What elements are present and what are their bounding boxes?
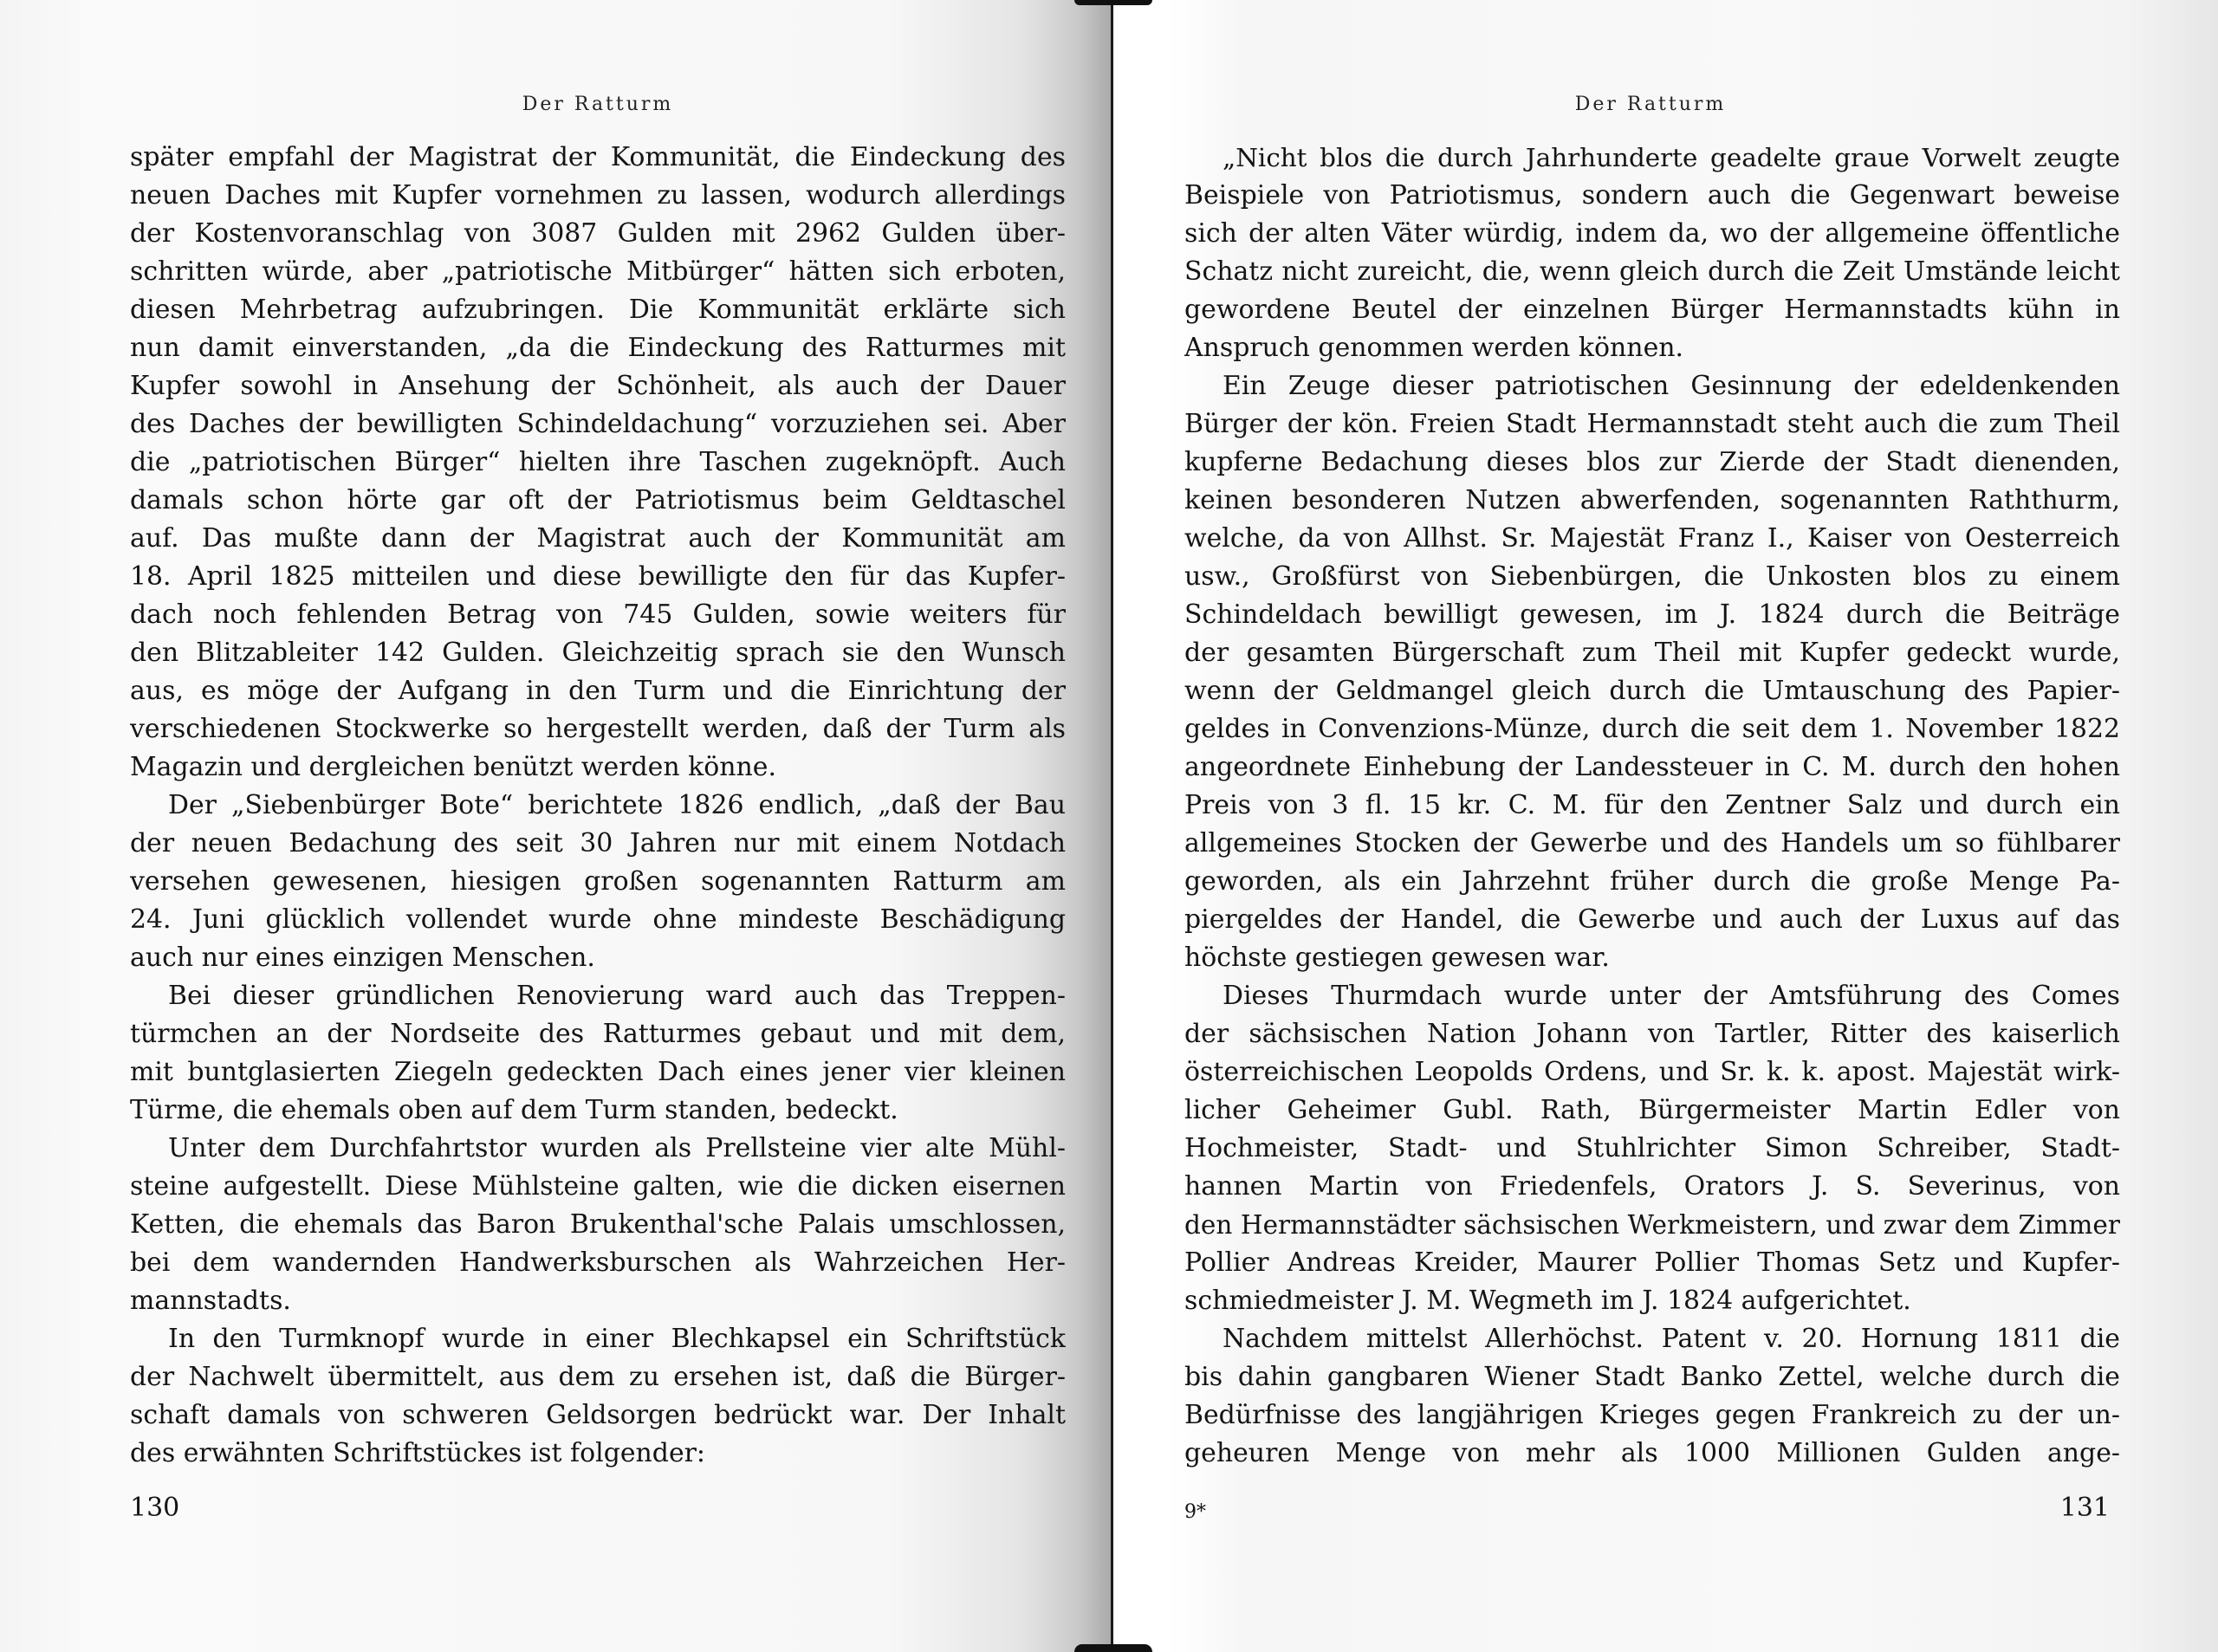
text-line: geworden, als ein Jahrzehnt früher durch die große Menge Pa- [1184,866,2120,897]
text-line: „Nicht blos die durch Jahrhunderte geadelte graue Vorwelt zeugte [1222,143,2120,172]
text-line: österreichischen Leopolds Ordens, und Sr. k. k. apost. Majestät wirk- [1184,1057,2120,1087]
text-line: verschiedenen Stockwerke so hergestellt werden, daß der Turm als [130,714,1066,744]
text-line: Pollier Andreas Kreider, Maurer Pollier Thomas Setz und Kupfer- [1184,1247,2120,1278]
text-line: mannstadts. [130,1286,291,1316]
text-line: Schindeldach bewilligt gewesen, im J. 1824 durch die Beiträge [1184,599,2120,630]
text-line: dach noch fehlenden Betrag von 745 Gulden, sowie weiters für [130,599,1066,630]
text-line: Ein Zeuge dieser patriotischen Gesinnung der edeldenkenden [1222,371,2120,401]
text-line: den Blitzableiter 142 Gulden. Gleichzeitig sprach sie den Wunsch [130,638,1066,668]
text-line: der sächsischen Nation Johann von Tartler, Ritter des kaiserlich [1184,1019,2120,1049]
text-line: bis dahin gangbaren Wiener Stadt Banko Zettel, welche durch die [1184,1362,2120,1392]
text-line: Nachdem mittelst Allerhöchst. Patent v. 20. Hornung 1811 die [1222,1324,2120,1354]
text-line: Unter dem Durchfahrtstor wurden als Prellsteine vier alte Mühl- [168,1133,1066,1163]
text-line: der Kostenvoranschlag von 3087 Gulden mit 2962 Gulden über- [130,218,1066,249]
text-line: kupferne Bedachung dieses blos zur Zierde der Stadt dienenden, [1184,447,2120,477]
text-line: angeordnete Einhebung der Landessteuer in C. M. durch den hohen [1184,752,2120,782]
text-line: geheuren Menge von mehr als 1000 Millionen Gulden ange- [1184,1438,2120,1468]
text-line: welche, da von Allhst. Sr. Majestät Franz I., Kaiser von Oesterreich [1184,523,2120,554]
right-page [1113,0,2218,1652]
text-line: geldes in Convenzions-Münze, durch die seit dem 1. November 1822 [1184,714,2120,744]
text-line: der Nachwelt übermittelt, aus dem zu ersehen ist, daß die Bürger- [130,1362,1066,1392]
text-line: usw., Großfürst von Siebenbürgen, die Unkosten blos zu einem [1184,561,2120,592]
text-line: Bedürfnisse des langjährigen Krieges gegen Frankreich zu der un- [1184,1400,2120,1430]
text-line: der neuen Bedachung des seit 30 Jahren nur mit einem Notdach [130,828,1066,858]
text-line: versehen gewesenen, hiesigen großen sogenannten Ratturm am [130,866,1066,897]
text-line: schritten würde, aber „patriotische Mitbürger“ hätten sich erboten, [130,256,1066,287]
signature-mark: 9* [1184,1501,1206,1523]
text-line: der gesamten Bürgerschaft zum Theil mit Kupfer gedeckt wurde, [1184,638,2120,668]
spine-edge-top [1074,0,1152,5]
text-line: hannen Martin von Friedenfels, Orators J. S. Severinus, von [1184,1171,2120,1202]
text-line: Beispiele von Patriotismus, sondern auch die Gegenwart beweise [1184,180,2120,211]
page-number: 131 [2059,1493,2110,1523]
text-line: mit buntglasierten Ziegeln gedeckten Dach eines jener vier kleinen [130,1057,1066,1087]
text-line: höchste gestiegen gewesen war. [1184,943,1610,973]
text-line: wenn der Geldmangel gleich durch die Umtauschung des Papier- [1184,676,2120,706]
spine-edge-bottom [1074,1644,1152,1652]
text-line: den Hermannstädter sächsischen Werkmeistern, und zwar dem Zimmer [1184,1210,2120,1240]
text-line: Dieses Thurmdach wurde unter der Amtsführung des Comes [1222,981,2120,1011]
text-line: aus, es möge der Aufgang in den Turm und die Einrichtung der [130,676,1066,706]
text-line: Türme, die ehemals oben auf dem Turm standen, bedeckt. [130,1095,898,1125]
text-line: piergeldes der Handel, die Gewerbe und auch der Luxus auf das [1184,904,2120,935]
text-line: keinen besonderen Nutzen abwerfenden, sogenannten Raththurm, [1184,485,2120,515]
text-line: 18. April 1825 mitteilen und diese bewilligte den für das Kupfer- [130,561,1066,592]
text-line: damals schon hörte gar oft der Patriotismus beim Geldtaschel [130,485,1066,515]
text-line: Schatz nicht zureicht, die, wenn gleich durch die Zeit Umstände leicht [1184,256,2120,287]
text-line: sich der alten Väter würdig, indem da, wo der allgemeine öffentliche [1184,218,2120,249]
text-line: gewordene Beutel der einzelnen Bürger Hermannstadts kühn in [1184,295,2120,325]
text-line: neuen Daches mit Kupfer vornehmen zu lassen, wodurch allerdings [130,180,1066,211]
text-line: 24. Juni glücklich vollendet wurde ohne mindeste Beschädigung [130,904,1066,935]
text-line: die „patriotischen Bürger“ hielten ihre Taschen zugeknöpft. Auch [130,447,1066,477]
text-line: Ketten, die ehemals das Baron Brukenthal'sche Palais umschlossen, [130,1209,1066,1240]
text-line: In den Turmknopf wurde in einer Blechkapsel ein Schriftstück [168,1324,1066,1354]
text-line: auch nur eines einzigen Menschen. [130,943,595,973]
body-text [130,139,1066,1473]
text-line: Preis von 3 fl. 15 kr. C. M. für den Zentner Salz und durch ein [1184,790,2120,820]
book-gutter [1111,0,1113,1652]
text-line: türmchen an der Nordseite des Ratturmes gebaut und mit dem, [130,1019,1066,1049]
text-line: des erwähnten Schriftstückes ist folgender: [130,1438,706,1468]
text-line: Magazin und dergleichen benützt werden könne. [130,752,776,782]
text-line: bei dem wandernden Handwerksburschen als Wahrzeichen Her- [130,1247,1066,1278]
text-line: schmiedmeister J. M. Wegmeth im J. 1824 aufgerichtet. [1184,1286,1911,1316]
running-head: Der Ratturm [522,94,674,115]
body-text [1184,139,2120,1473]
text-line: Bürger der kön. Freien Stadt Hermannstadt steht auch die zum Theil [1184,409,2120,439]
text-line: licher Geheimer Gubl. Rath, Bürgermeister Martin Edler von [1184,1095,2120,1125]
running-head: Der Ratturm [1574,94,1727,115]
text-line: Der „Siebenbürger Bote“ berichtete 1826 endlich, „daß der Bau [168,790,1066,820]
text-line: auf. Das mußte dann der Magistrat auch der Kommunität am [130,523,1066,554]
text-line: Bei dieser gründlichen Renovierung ward auch das Treppen- [168,981,1066,1011]
text-line: nun damit einverstanden, „da die Eindeckung des Ratturmes mit [130,333,1066,363]
text-line: allgemeines Stocken der Gewerbe und des Handels um so fühlbarer [1184,828,2120,858]
text-line: Hochmeister, Stadt- und Stuhlrichter Simon Schreiber, Stadt- [1184,1133,2120,1163]
text-line: des Daches der bewilligten Schindeldachung“ vorzuziehen sei. Aber [130,409,1066,439]
page-number: 130 [130,1493,180,1523]
text-line: Anspruch genommen werden können. [1184,333,1684,363]
text-line: steine aufgestellt. Diese Mühlsteine galten, wie die dicken eisernen [130,1171,1066,1202]
text-line: diesen Mehrbetrag aufzubringen. Die Kommunität erklärte sich [130,295,1066,325]
text-line: schaft damals von schweren Geldsorgen bedrückt war. Der Inhalt [130,1400,1066,1430]
text-line: später empfahl der Magistrat der Kommunität, die Eindeckung des [130,142,1066,172]
text-line: Kupfer sowohl in Ansehung der Schönheit, als auch der Dauer [130,371,1066,401]
